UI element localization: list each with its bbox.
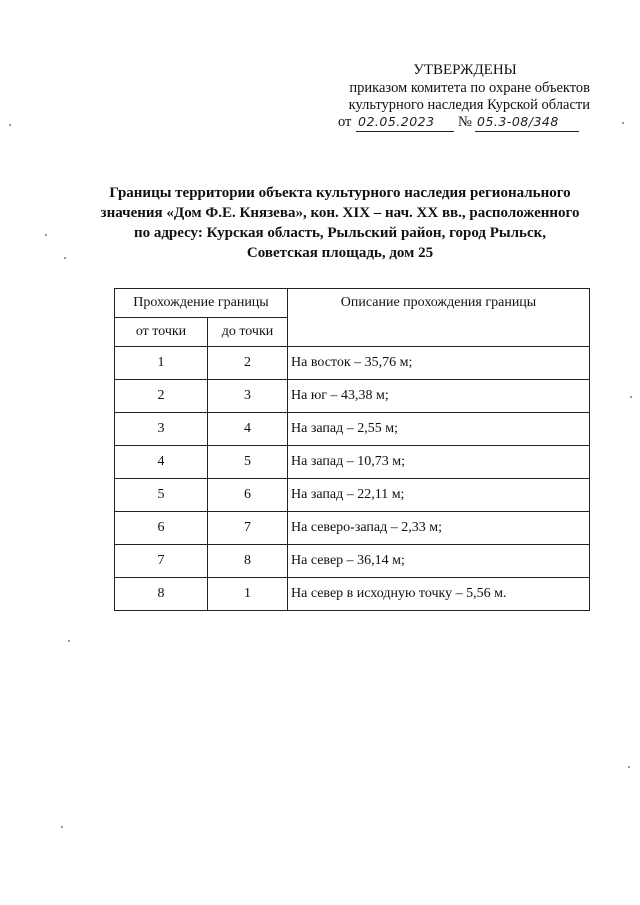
handwritten-date: 02.05.2023 [358, 114, 435, 129]
title-line-2: значения «Дом Ф.Е. Князева», кон. XIX – нач. XX вв., расположенного [100, 205, 580, 221]
description-cell: На север в исходную точку – 5,56 м. [288, 578, 590, 611]
to-point-cell: 7 [208, 512, 288, 545]
header-from-point: от точки [115, 318, 208, 347]
scan-speck [628, 766, 630, 768]
handwritten-number: 05.3-08/348 [477, 114, 559, 129]
from-label: от [338, 114, 352, 130]
approval-block [300, 62, 590, 133]
from-point-cell: 2 [115, 380, 208, 413]
scan-speck [68, 640, 70, 642]
table-row [115, 446, 590, 479]
to-point-cell: 6 [208, 479, 288, 512]
from-point-cell: 4 [115, 446, 208, 479]
title-line-1: Границы территории объекта культурного наследия регионального [109, 185, 571, 201]
to-point-cell: 2 [208, 347, 288, 380]
to-point-cell: 5 [208, 446, 288, 479]
boundary-table [114, 288, 590, 611]
scan-speck [64, 257, 66, 259]
from-point-cell: 5 [115, 479, 208, 512]
header-to-point: до точки [208, 318, 288, 347]
description-cell: На запад – 22,11 м; [288, 479, 590, 512]
table-row [115, 347, 590, 380]
approval-line-1: приказом комитета по охране объектов [349, 80, 590, 96]
table-row [115, 512, 590, 545]
table-row [115, 578, 590, 611]
table-row [115, 413, 590, 446]
title-line-3: по адресу: Курская область, Рыльский район, город Рыльск, [133, 225, 547, 241]
table-row [115, 545, 590, 578]
number-label: № [458, 114, 472, 130]
scan-speck [9, 124, 11, 126]
table-row [115, 479, 590, 512]
scan-speck [45, 234, 47, 236]
description-cell: На северо-запад – 2,33 м; [288, 512, 590, 545]
from-point-cell: 7 [115, 545, 208, 578]
to-point-cell: 8 [208, 545, 288, 578]
approval-sign-row [300, 114, 590, 133]
description-cell: На восток – 35,76 м; [288, 347, 590, 380]
title-line-4: Советская площадь, дом 25 [246, 245, 434, 261]
scan-speck [630, 396, 632, 398]
table-row [115, 380, 590, 413]
approval-line-2: культурного наследия Курской области [348, 97, 590, 113]
from-point-cell: 3 [115, 413, 208, 446]
date-underline [356, 131, 454, 132]
header-boundary-passage: Прохождение границы [115, 289, 288, 318]
from-point-cell: 8 [115, 578, 208, 611]
to-point-cell: 4 [208, 413, 288, 446]
from-point-cell: 1 [115, 347, 208, 380]
document-title [95, 183, 585, 263]
scan-speck [622, 122, 624, 124]
description-cell: На запад – 10,73 м; [288, 446, 590, 479]
to-point-cell: 3 [208, 380, 288, 413]
description-cell: На юг – 43,38 м; [288, 380, 590, 413]
header-description: Описание прохождения границы [288, 289, 590, 347]
header-row-1 [115, 289, 590, 318]
scan-speck [61, 826, 63, 828]
description-cell: На запад – 2,55 м; [288, 413, 590, 446]
from-point-cell: 6 [115, 512, 208, 545]
to-point-cell: 1 [208, 578, 288, 611]
description-cell: На север – 36,14 м; [288, 545, 590, 578]
approval-title: УТВЕРЖДЕНЫ [413, 62, 517, 78]
number-underline [475, 131, 579, 132]
